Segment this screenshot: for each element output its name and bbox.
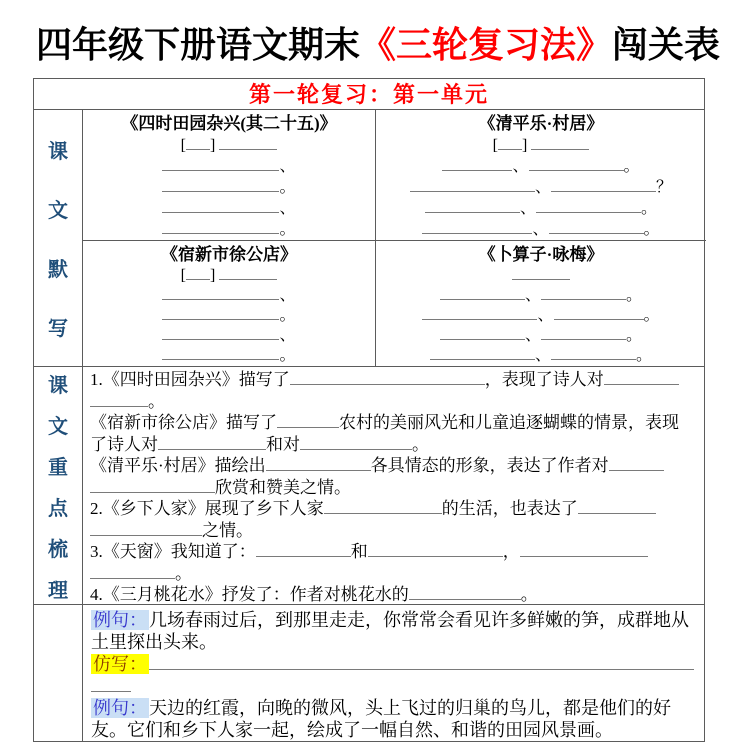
blank-line [551, 178, 656, 192]
text-run: ] [210, 137, 216, 154]
blank-line [90, 522, 202, 536]
poem-blank-line [376, 306, 706, 326]
blank-line [425, 199, 520, 213]
example-block [91, 609, 698, 653]
example-block [91, 697, 698, 741]
poem-cell [376, 110, 706, 241]
summary-line [90, 520, 699, 542]
summary-row-label [34, 367, 83, 604]
text-run: 。 [279, 347, 296, 364]
examples-section [34, 605, 704, 741]
text-run: 和 [350, 542, 368, 561]
text-run: ？ [656, 179, 673, 196]
blank-line [529, 157, 624, 171]
blank-line [520, 543, 648, 557]
blank-line [90, 393, 148, 407]
blank-line [440, 326, 525, 340]
row-label-char: 梳 [48, 538, 68, 561]
text-run: 。 [641, 200, 658, 217]
poem-blank-line [376, 346, 706, 366]
poem-blank-line [376, 219, 706, 240]
poem-cell [376, 241, 706, 366]
blank-line [149, 656, 694, 670]
blank-line [549, 220, 644, 234]
poem-blank-line [83, 156, 375, 177]
text-run: 4.《三月桃花水》抒发了：作者对桃花水的 [90, 585, 409, 604]
blank-line [158, 436, 266, 450]
poem-title: 《宿新市徐公店》 [161, 245, 297, 264]
blank-line [256, 543, 351, 557]
summary-line [90, 584, 699, 604]
blank-line [410, 178, 535, 192]
text-run: 、 [279, 327, 296, 344]
text-run: 的生活，也表达了 [441, 499, 578, 518]
poem-blank-line [83, 306, 375, 326]
blank-line [512, 266, 570, 280]
poem-blank-line [83, 135, 375, 156]
title-highlight: 《三轮复习法》 [360, 25, 613, 65]
text-run: 。 [412, 434, 429, 454]
example-text: 天边的红霞，向晚的微风，头上飞过的归巢的鸟儿，都是他们的好友。它们和乡下人家一起，绘成了一幅自然、和谐的田园风景画。 [91, 698, 671, 740]
text-run: 、 [524, 327, 541, 344]
blank-line [186, 136, 210, 150]
summary-content [83, 367, 706, 604]
text-run: 农村的美丽风光和儿童追逐蝴蝶的情景，表现 [339, 413, 679, 432]
review-table [33, 78, 705, 742]
dictation-row-label [34, 110, 83, 366]
text-run: 了诗人对 [90, 434, 158, 454]
text-run: 、 [279, 158, 296, 175]
text-run: 、 [532, 221, 549, 238]
poem-title: 《卜算子·咏梅》 [478, 245, 604, 264]
text-run: ， [502, 542, 520, 561]
poem-blank-line [83, 286, 375, 306]
text-run: 、 [534, 179, 551, 196]
text-run: 。 [175, 563, 192, 583]
summary-line [90, 498, 699, 520]
round-header: 第一轮复习：第一单元 [34, 79, 704, 110]
example-label: 例句： [93, 610, 147, 630]
summary-line [90, 541, 699, 563]
row-label-char: 文 [48, 200, 68, 222]
text-run: 《宿新市徐公店》描写了 [90, 413, 277, 432]
blank-line [300, 436, 412, 450]
poem-cell [83, 241, 376, 366]
text-run: 3.《天窗》我知道了： [90, 542, 256, 561]
text-run: 、 [534, 347, 551, 364]
text-run: ，表现了诗人对 [484, 370, 604, 389]
blank-line [498, 136, 522, 150]
example-text: 几场春雨过后，到那里走走，你常常会看见许多鲜嫩的笋，成群地从土里探出头来。 [91, 610, 689, 652]
summary-line [90, 369, 699, 391]
row-label-char: 写 [48, 318, 68, 340]
summary-line [90, 434, 699, 456]
row-label-char: 课 [48, 374, 68, 397]
poem-blank-line [83, 177, 375, 198]
blank-line [578, 500, 656, 514]
text-run: [ [180, 137, 186, 154]
text-run: ] [210, 267, 216, 284]
poem-title: 《四时田园杂兴(其二十五)》 [121, 114, 337, 133]
text-run: 《清平乐·村居》描绘出 [90, 456, 266, 475]
text-run: 。 [643, 221, 660, 238]
blank-line [422, 220, 532, 234]
text-run: 。 [279, 179, 296, 196]
blank-line [91, 678, 131, 692]
text-run: 和对 [266, 434, 300, 454]
text-run: 。 [643, 307, 660, 324]
text-run: 、 [512, 158, 529, 175]
text-run: 各具情态的形象，表达了作者对 [370, 456, 609, 475]
blank-line [162, 306, 279, 320]
blank-line [162, 286, 279, 300]
blank-line [442, 157, 512, 171]
text-run: 。 [626, 327, 643, 344]
examples-content [83, 605, 706, 741]
blank-line [162, 157, 279, 171]
poem-blank-line [376, 326, 706, 346]
text-run: 欣赏和赞美之情。 [215, 477, 351, 497]
poem-blank-line [376, 177, 706, 198]
blank-line [90, 565, 175, 579]
blank-line [541, 326, 626, 340]
summary-line [90, 455, 699, 477]
row-label-char: 默 [48, 259, 68, 281]
mimic-block [91, 653, 698, 697]
blank-line [324, 500, 442, 514]
blank-line [440, 286, 525, 300]
row-label-char: 课 [48, 141, 68, 163]
text-run: 、 [519, 200, 536, 217]
blank-line [186, 266, 210, 280]
blank-line [609, 457, 664, 471]
worksheet-page [0, 22, 742, 746]
text-run: 2.《乡下人家》展现了乡下人家 [90, 499, 324, 518]
poem-blank-line [83, 326, 375, 346]
blank-line [162, 346, 279, 360]
text-run: 。 [148, 391, 165, 411]
text-run: 1.《四时田园杂兴》描写了 [90, 370, 290, 389]
blank-line [422, 306, 537, 320]
poem-blank-line [376, 266, 706, 286]
text-run: 。 [626, 287, 643, 304]
title-prefix: 四年级下册语文期末 [36, 25, 361, 65]
text-run: 。 [636, 347, 653, 364]
text-run: ] [522, 137, 528, 154]
summary-section [34, 367, 704, 605]
example-label: 例句： [93, 698, 147, 718]
text-run: 。 [279, 307, 296, 324]
text-run: 、 [537, 307, 554, 324]
blank-line [219, 136, 277, 150]
poem-cell [83, 110, 376, 241]
blank-line [554, 306, 644, 320]
poem-blank-line [83, 198, 375, 219]
text-run: 、 [524, 287, 541, 304]
blank-line [551, 346, 636, 360]
text-run: 。 [623, 158, 640, 175]
text-run: 之情。 [202, 520, 253, 540]
blank-line [219, 266, 277, 280]
blank-line [162, 326, 279, 340]
poem-blank-line [376, 135, 706, 156]
blank-line [430, 346, 535, 360]
mimic-continuation-line [91, 675, 698, 697]
blank-line [162, 178, 279, 192]
blank-line [266, 457, 371, 471]
poem-blank-line [376, 156, 706, 177]
poem-title: 《清平乐·村居》 [478, 114, 604, 133]
summary-line [90, 563, 699, 585]
blank-line [541, 286, 626, 300]
blank-line [290, 371, 485, 385]
poem-blank-line [83, 346, 375, 366]
text-run: 、 [279, 200, 296, 217]
examples-row-label-empty [34, 605, 83, 741]
summary-line [90, 391, 699, 413]
poem-blank-line [83, 219, 375, 240]
row-label-char: 文 [48, 415, 68, 438]
blank-line [277, 414, 339, 428]
mimic-label: 仿写： [93, 654, 147, 674]
row-label-char: 理 [48, 579, 68, 602]
text-run: 。 [520, 585, 538, 604]
blank-line [162, 220, 279, 234]
blank-line [536, 199, 641, 213]
blank-line [604, 371, 679, 385]
summary-line [90, 477, 699, 499]
poem-blank-line [83, 266, 375, 286]
summary-line [90, 412, 699, 434]
row-label-char: 重 [48, 456, 68, 479]
blank-line [162, 199, 279, 213]
text-run: [ [492, 137, 498, 154]
blank-line [531, 136, 589, 150]
text-run: [ [180, 267, 186, 284]
blank-line [368, 543, 503, 557]
blank-line [90, 479, 215, 493]
text-run: 、 [279, 287, 296, 304]
text-run: 。 [279, 221, 296, 238]
poem-blank-line [376, 198, 706, 219]
row-label-char: 点 [48, 497, 68, 520]
poem-blank-line [376, 286, 706, 306]
page-title [36, 22, 742, 68]
title-suffix: 闯关表 [612, 25, 721, 65]
dictation-section [34, 110, 704, 367]
blank-line [409, 586, 521, 600]
